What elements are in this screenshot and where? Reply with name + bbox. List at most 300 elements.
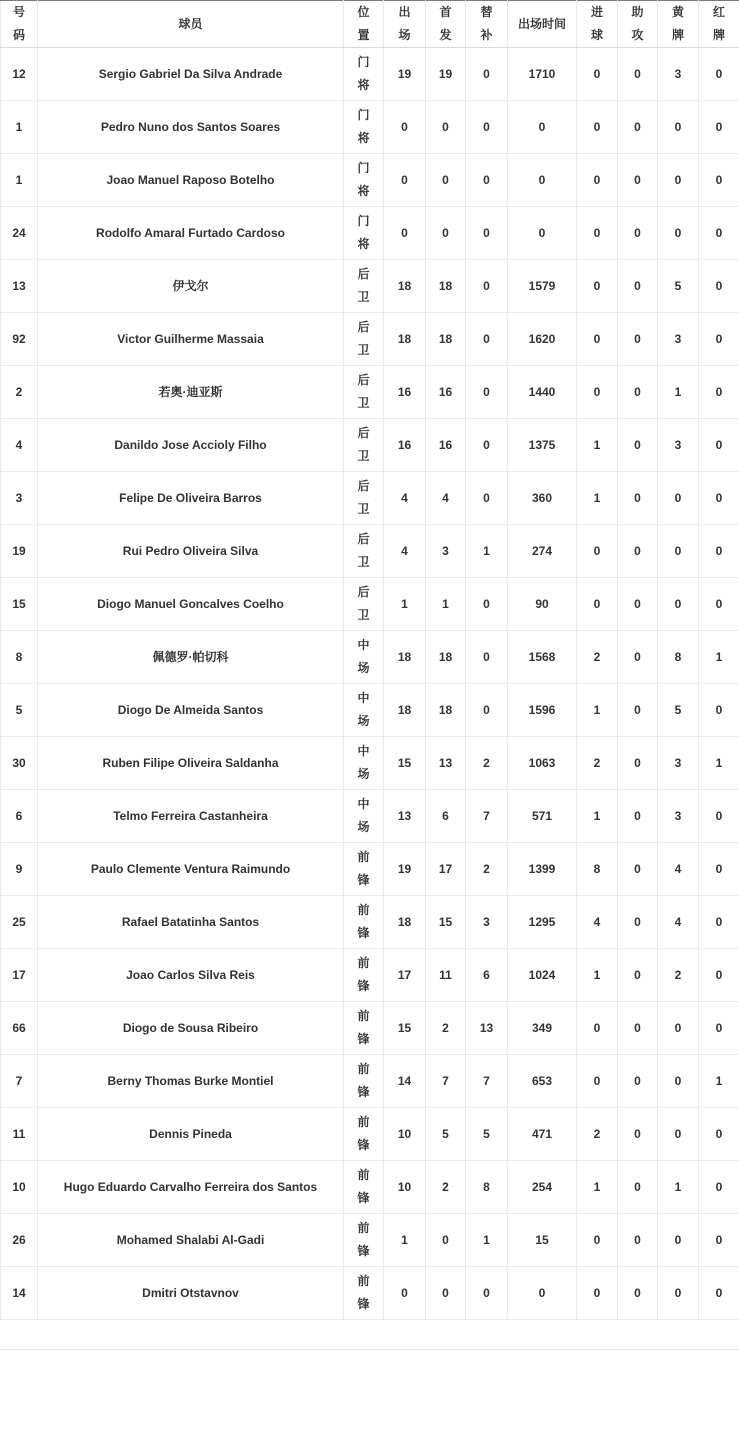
cell-appearances: 1 (384, 1214, 426, 1267)
cell-assists: 0 (618, 1002, 658, 1055)
cell-red: 0 (699, 1214, 739, 1267)
cell-player: Joao Carlos Silva Reis (38, 949, 344, 1002)
cell-starts: 18 (426, 631, 466, 684)
cell-appearances: 18 (384, 631, 426, 684)
cell-assists: 0 (618, 207, 658, 260)
cell-subs: 7 (466, 1055, 508, 1108)
cell-starts: 19 (426, 48, 466, 101)
table-row (1, 1214, 739, 1267)
cell-yellow: 0 (658, 101, 699, 154)
table-row (1, 472, 739, 525)
cell-position: 前锋 (344, 1161, 384, 1214)
cell-position: 前锋 (344, 1055, 384, 1108)
cell-yellow: 8 (658, 631, 699, 684)
cell-subs: 2 (466, 737, 508, 790)
cell-appearances: 15 (384, 737, 426, 790)
table-row (1, 1055, 739, 1108)
cell-yellow: 4 (658, 843, 699, 896)
cell-assists: 0 (618, 1161, 658, 1214)
cell-starts: 16 (426, 366, 466, 419)
cell-position: 前锋 (344, 1108, 384, 1161)
cell-starts: 0 (426, 101, 466, 154)
cell-player: 若奥·迪亚斯 (38, 366, 344, 419)
cell-red: 0 (699, 101, 739, 154)
cell-goals: 1 (577, 684, 618, 737)
cell-goals: 0 (577, 313, 618, 366)
cell-player: Dennis Pineda (38, 1108, 344, 1161)
table-row (1, 419, 739, 472)
cell-minutes: 653 (508, 1055, 577, 1108)
column-header-starts: 首发 (426, 1, 466, 48)
cell-red: 0 (699, 790, 739, 843)
cell-appearances: 10 (384, 1108, 426, 1161)
cell-red: 0 (699, 949, 739, 1002)
cell-goals: 0 (577, 1214, 618, 1267)
cell-yellow: 0 (658, 472, 699, 525)
cell-player: Mohamed Shalabi Al-Gadi (38, 1214, 344, 1267)
cell-player: Joao Manuel Raposo Botelho (38, 154, 344, 207)
cell-assists: 0 (618, 949, 658, 1002)
cell-minutes: 1375 (508, 419, 577, 472)
cell-appearances: 18 (384, 313, 426, 366)
cell-red: 0 (699, 1108, 739, 1161)
table-row (1, 366, 739, 419)
cell-number: 30 (1, 737, 38, 790)
cell-minutes: 15 (508, 1214, 577, 1267)
cell-appearances: 14 (384, 1055, 426, 1108)
cell-position: 后卫 (344, 578, 384, 631)
table-row (1, 843, 739, 896)
cell-position: 前锋 (344, 843, 384, 896)
cell-subs: 13 (466, 1002, 508, 1055)
cell-position: 中场 (344, 737, 384, 790)
cell-red: 0 (699, 1002, 739, 1055)
cell-assists: 0 (618, 1108, 658, 1161)
cell-yellow: 3 (658, 419, 699, 472)
cell-subs: 2 (466, 843, 508, 896)
cell-appearances: 4 (384, 525, 426, 578)
cell-assists: 0 (618, 419, 658, 472)
cell-yellow: 3 (658, 48, 699, 101)
table-header-row (1, 1, 739, 48)
cell-yellow: 0 (658, 1267, 699, 1320)
cell-yellow: 0 (658, 207, 699, 260)
cell-position: 中场 (344, 684, 384, 737)
cell-red: 0 (699, 154, 739, 207)
cell-assists: 0 (618, 578, 658, 631)
cell-player: Rui Pedro Oliveira Silva (38, 525, 344, 578)
table-row (1, 260, 739, 313)
cell-minutes: 274 (508, 525, 577, 578)
cell-assists: 0 (618, 790, 658, 843)
cell-appearances: 0 (384, 154, 426, 207)
cell-appearances: 1 (384, 578, 426, 631)
cell-player: Diogo de Sousa Ribeiro (38, 1002, 344, 1055)
cell-subs: 0 (466, 154, 508, 207)
cell-red: 0 (699, 207, 739, 260)
cell-subs: 0 (466, 419, 508, 472)
table-row (1, 1267, 739, 1320)
cell-position: 前锋 (344, 1214, 384, 1267)
cell-yellow: 0 (658, 1055, 699, 1108)
cell-subs: 0 (466, 207, 508, 260)
cell-subs: 5 (466, 1108, 508, 1161)
cell-starts: 4 (426, 472, 466, 525)
cell-red: 0 (699, 525, 739, 578)
cell-starts: 0 (426, 1267, 466, 1320)
cell-subs: 0 (466, 1267, 508, 1320)
cell-assists: 0 (618, 101, 658, 154)
cell-player: Paulo Clemente Ventura Raimundo (38, 843, 344, 896)
cell-subs: 0 (466, 631, 508, 684)
cell-minutes: 0 (508, 1267, 577, 1320)
cell-goals: 1 (577, 949, 618, 1002)
table-row (1, 896, 739, 949)
cell-yellow: 3 (658, 790, 699, 843)
cell-player: Berny Thomas Burke Montiel (38, 1055, 344, 1108)
cell-red: 0 (699, 578, 739, 631)
cell-appearances: 18 (384, 896, 426, 949)
cell-goals: 1 (577, 472, 618, 525)
cell-number: 1 (1, 101, 38, 154)
column-header-position: 位置 (344, 1, 384, 48)
cell-number: 14 (1, 1267, 38, 1320)
cell-red: 1 (699, 1055, 739, 1108)
cell-goals: 0 (577, 1055, 618, 1108)
cell-appearances: 19 (384, 843, 426, 896)
cell-appearances: 10 (384, 1161, 426, 1214)
cell-position: 门将 (344, 101, 384, 154)
column-header-appearances: 出场 (384, 1, 426, 48)
cell-number: 66 (1, 1002, 38, 1055)
cell-player: Rafael Batatinha Santos (38, 896, 344, 949)
cell-appearances: 18 (384, 684, 426, 737)
cell-starts: 1 (426, 578, 466, 631)
cell-position: 中场 (344, 631, 384, 684)
cell-subs: 0 (466, 366, 508, 419)
cell-starts: 7 (426, 1055, 466, 1108)
cell-minutes: 254 (508, 1161, 577, 1214)
cell-assists: 0 (618, 737, 658, 790)
cell-player: Victor Guilherme Massaia (38, 313, 344, 366)
cell-yellow: 0 (658, 154, 699, 207)
cell-goals: 4 (577, 896, 618, 949)
table-row (1, 737, 739, 790)
cell-assists: 0 (618, 525, 658, 578)
cell-starts: 2 (426, 1161, 466, 1214)
cell-position: 后卫 (344, 472, 384, 525)
cell-goals: 2 (577, 737, 618, 790)
cell-appearances: 13 (384, 790, 426, 843)
cell-minutes: 1440 (508, 366, 577, 419)
column-header-red: 红牌 (699, 1, 739, 48)
cell-number: 8 (1, 631, 38, 684)
cell-position: 前锋 (344, 1267, 384, 1320)
cell-appearances: 0 (384, 101, 426, 154)
cell-minutes: 1579 (508, 260, 577, 313)
cell-position: 后卫 (344, 419, 384, 472)
table-row (1, 949, 739, 1002)
cell-red: 0 (699, 684, 739, 737)
cell-number: 24 (1, 207, 38, 260)
cell-red: 0 (699, 313, 739, 366)
cell-yellow: 0 (658, 578, 699, 631)
cell-appearances: 19 (384, 48, 426, 101)
cell-goals: 0 (577, 1267, 618, 1320)
table-row (1, 207, 739, 260)
cell-minutes: 571 (508, 790, 577, 843)
cell-subs: 0 (466, 684, 508, 737)
cell-starts: 17 (426, 843, 466, 896)
cell-minutes: 1399 (508, 843, 577, 896)
cell-assists: 0 (618, 843, 658, 896)
cell-goals: 0 (577, 525, 618, 578)
cell-appearances: 0 (384, 1267, 426, 1320)
cell-minutes: 90 (508, 578, 577, 631)
cell-red: 0 (699, 260, 739, 313)
table-header (1, 1, 739, 48)
cell-number: 92 (1, 313, 38, 366)
cell-number: 25 (1, 896, 38, 949)
cell-number: 12 (1, 48, 38, 101)
cell-number: 6 (1, 790, 38, 843)
cell-subs: 3 (466, 896, 508, 949)
cell-goals: 0 (577, 260, 618, 313)
cell-assists: 0 (618, 684, 658, 737)
cell-player: Pedro Nuno dos Santos Soares (38, 101, 344, 154)
cell-subs: 0 (466, 260, 508, 313)
cell-minutes: 0 (508, 154, 577, 207)
cell-red: 0 (699, 366, 739, 419)
cell-goals: 1 (577, 790, 618, 843)
cell-goals: 0 (577, 101, 618, 154)
cell-subs: 6 (466, 949, 508, 1002)
cell-player: Sergio Gabriel Da Silva Andrade (38, 48, 344, 101)
cell-red: 1 (699, 631, 739, 684)
cell-player: Hugo Eduardo Carvalho Ferreira dos Santos (38, 1161, 344, 1214)
cell-player: Diogo Manuel Goncalves Coelho (38, 578, 344, 631)
cell-goals: 0 (577, 154, 618, 207)
table-row (1, 313, 739, 366)
cell-number: 3 (1, 472, 38, 525)
cell-goals: 0 (577, 578, 618, 631)
cell-player: Telmo Ferreira Castanheira (38, 790, 344, 843)
cell-position: 门将 (344, 207, 384, 260)
cell-assists: 0 (618, 313, 658, 366)
cell-position: 前锋 (344, 1002, 384, 1055)
table-body (1, 48, 739, 1320)
cell-appearances: 4 (384, 472, 426, 525)
cell-position: 后卫 (344, 366, 384, 419)
cell-minutes: 1710 (508, 48, 577, 101)
cell-number: 9 (1, 843, 38, 896)
section-divider (0, 1349, 739, 1350)
table-row (1, 578, 739, 631)
cell-position: 前锋 (344, 896, 384, 949)
cell-red: 0 (699, 1161, 739, 1214)
cell-appearances: 15 (384, 1002, 426, 1055)
cell-red: 1 (699, 737, 739, 790)
cell-red: 0 (699, 843, 739, 896)
cell-assists: 0 (618, 366, 658, 419)
cell-position: 后卫 (344, 313, 384, 366)
cell-minutes: 1568 (508, 631, 577, 684)
cell-red: 0 (699, 472, 739, 525)
cell-goals: 2 (577, 1108, 618, 1161)
cell-position: 前锋 (344, 949, 384, 1002)
cell-goals: 1 (577, 419, 618, 472)
column-header-yellow: 黄牌 (658, 1, 699, 48)
cell-goals: 0 (577, 366, 618, 419)
cell-starts: 0 (426, 1214, 466, 1267)
cell-red: 0 (699, 1267, 739, 1320)
cell-starts: 13 (426, 737, 466, 790)
table-row (1, 1108, 739, 1161)
cell-player: Danildo Jose Accioly Filho (38, 419, 344, 472)
cell-starts: 11 (426, 949, 466, 1002)
cell-yellow: 3 (658, 737, 699, 790)
cell-minutes: 1596 (508, 684, 577, 737)
cell-assists: 0 (618, 1214, 658, 1267)
cell-assists: 0 (618, 48, 658, 101)
cell-assists: 0 (618, 896, 658, 949)
table-row (1, 101, 739, 154)
cell-yellow: 1 (658, 366, 699, 419)
cell-assists: 0 (618, 154, 658, 207)
cell-appearances: 18 (384, 260, 426, 313)
cell-goals: 2 (577, 631, 618, 684)
cell-player: Dmitri Otstavnov (38, 1267, 344, 1320)
cell-goals: 0 (577, 1002, 618, 1055)
cell-player: 佩德罗·帕切科 (38, 631, 344, 684)
cell-minutes: 1620 (508, 313, 577, 366)
table-row (1, 790, 739, 843)
cell-yellow: 1 (658, 1161, 699, 1214)
cell-number: 4 (1, 419, 38, 472)
cell-assists: 0 (618, 1055, 658, 1108)
cell-starts: 0 (426, 207, 466, 260)
column-header-minutes: 出场时间 (508, 1, 577, 48)
cell-number: 7 (1, 1055, 38, 1108)
table-row (1, 631, 739, 684)
table-row (1, 525, 739, 578)
cell-starts: 18 (426, 260, 466, 313)
cell-number: 5 (1, 684, 38, 737)
column-header-player: 球员 (38, 1, 344, 48)
cell-yellow: 0 (658, 1108, 699, 1161)
cell-goals: 1 (577, 1161, 618, 1214)
cell-appearances: 16 (384, 419, 426, 472)
cell-goals: 0 (577, 48, 618, 101)
cell-starts: 6 (426, 790, 466, 843)
cell-position: 后卫 (344, 525, 384, 578)
cell-assists: 0 (618, 1267, 658, 1320)
cell-minutes: 1024 (508, 949, 577, 1002)
cell-position: 中场 (344, 790, 384, 843)
cell-starts: 5 (426, 1108, 466, 1161)
cell-yellow: 4 (658, 896, 699, 949)
column-header-goals: 进球 (577, 1, 618, 48)
cell-yellow: 0 (658, 1002, 699, 1055)
table-row (1, 1002, 739, 1055)
cell-minutes: 471 (508, 1108, 577, 1161)
cell-red: 0 (699, 896, 739, 949)
cell-goals: 0 (577, 207, 618, 260)
cell-number: 2 (1, 366, 38, 419)
cell-number: 1 (1, 154, 38, 207)
cell-yellow: 3 (658, 313, 699, 366)
cell-starts: 2 (426, 1002, 466, 1055)
cell-starts: 3 (426, 525, 466, 578)
cell-player: Rodolfo Amaral Furtado Cardoso (38, 207, 344, 260)
cell-yellow: 0 (658, 525, 699, 578)
cell-subs: 0 (466, 578, 508, 631)
cell-player: Ruben Filipe Oliveira Saldanha (38, 737, 344, 790)
cell-subs: 0 (466, 48, 508, 101)
cell-player: Diogo De Almeida Santos (38, 684, 344, 737)
cell-number: 17 (1, 949, 38, 1002)
cell-appearances: 0 (384, 207, 426, 260)
cell-assists: 0 (618, 260, 658, 313)
cell-assists: 0 (618, 472, 658, 525)
cell-subs: 0 (466, 472, 508, 525)
cell-subs: 8 (466, 1161, 508, 1214)
table-row (1, 684, 739, 737)
cell-minutes: 349 (508, 1002, 577, 1055)
cell-subs: 1 (466, 1214, 508, 1267)
cell-number: 11 (1, 1108, 38, 1161)
column-header-subs: 替补 (466, 1, 508, 48)
cell-red: 0 (699, 419, 739, 472)
cell-minutes: 1295 (508, 896, 577, 949)
cell-red: 0 (699, 48, 739, 101)
cell-assists: 0 (618, 631, 658, 684)
cell-position: 门将 (344, 154, 384, 207)
cell-yellow: 2 (658, 949, 699, 1002)
cell-yellow: 5 (658, 684, 699, 737)
cell-yellow: 5 (658, 260, 699, 313)
cell-player: Felipe De Oliveira Barros (38, 472, 344, 525)
cell-player: 伊戈尔 (38, 260, 344, 313)
cell-goals: 8 (577, 843, 618, 896)
cell-starts: 18 (426, 313, 466, 366)
cell-appearances: 16 (384, 366, 426, 419)
cell-starts: 0 (426, 154, 466, 207)
column-header-assists: 助攻 (618, 1, 658, 48)
column-header-number: 号码 (1, 1, 38, 48)
table-row (1, 1161, 739, 1214)
cell-yellow: 0 (658, 1214, 699, 1267)
cell-appearances: 17 (384, 949, 426, 1002)
cell-number: 26 (1, 1214, 38, 1267)
cell-subs: 0 (466, 101, 508, 154)
cell-number: 10 (1, 1161, 38, 1214)
cell-starts: 16 (426, 419, 466, 472)
cell-position: 后卫 (344, 260, 384, 313)
cell-subs: 0 (466, 313, 508, 366)
cell-subs: 1 (466, 525, 508, 578)
cell-position: 门将 (344, 48, 384, 101)
cell-starts: 18 (426, 684, 466, 737)
cell-minutes: 0 (508, 101, 577, 154)
cell-minutes: 0 (508, 207, 577, 260)
cell-number: 13 (1, 260, 38, 313)
cell-subs: 7 (466, 790, 508, 843)
cell-minutes: 1063 (508, 737, 577, 790)
cell-number: 19 (1, 525, 38, 578)
cell-number: 15 (1, 578, 38, 631)
cell-minutes: 360 (508, 472, 577, 525)
